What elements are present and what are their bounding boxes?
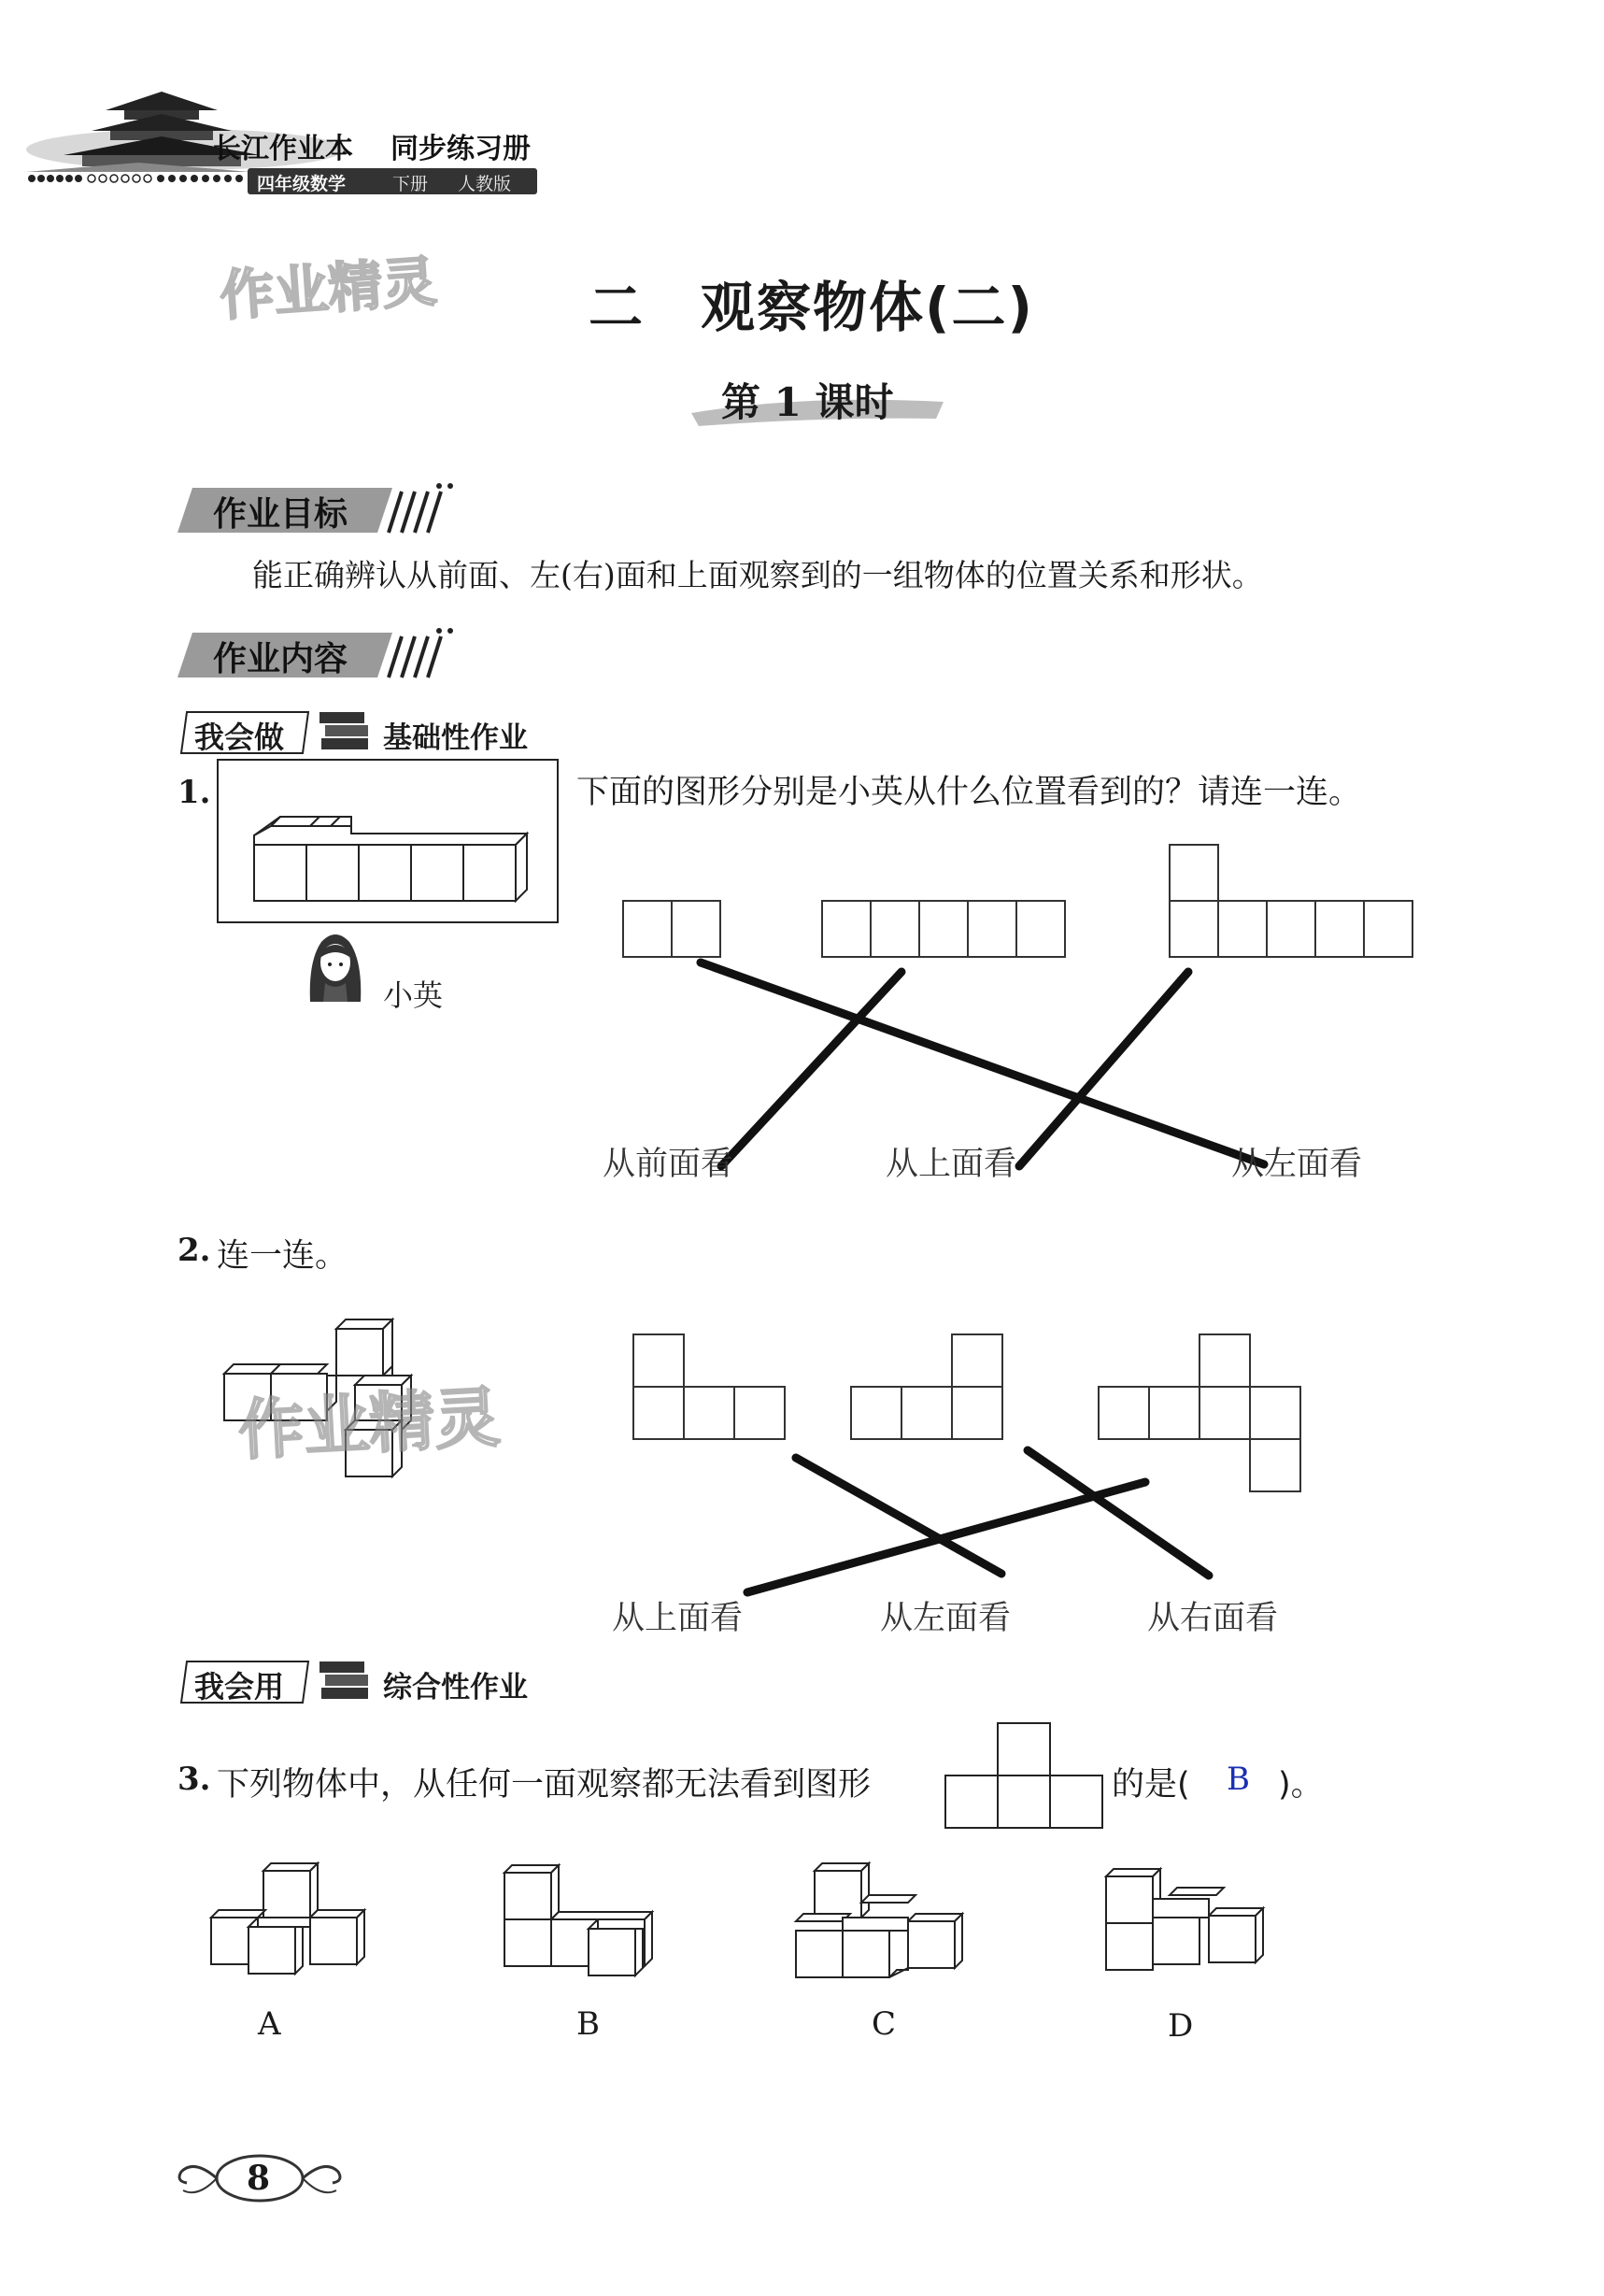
q1-object-figure [217,759,559,923]
applied-homework-type: 综合性作业 [383,1671,528,1704]
q2-views-figure [617,1327,1327,1607]
q3-answer: B [1227,1761,1250,1798]
q2-text: 连一连。 [217,1237,348,1275]
chapter-title: 二 观察物体(二) [589,276,1035,339]
basic-homework-type: 基础性作业 [383,721,528,755]
q3-option-c-figure [792,1856,998,1996]
q1-answer-lines [701,963,1264,1166]
q1-view-left-shape [623,901,672,957]
q3-option-b-figure [499,1858,686,1998]
series-title: 长江作业本 [213,133,353,165]
applied-homework-tag [177,1658,318,1704]
lesson-title: 第 1 课时 [721,379,894,425]
girl-figure-icon [301,923,370,1004]
basic-homework-label: 我会做 [194,720,285,755]
q3-option-d-label: D [1168,2007,1194,2045]
book-title: 同步练习册 [390,133,531,165]
watermark: 作业精灵 [218,249,439,328]
section-goal-label: 作业目标 [213,495,348,534]
q2-label-left: 从左面看 [880,1600,1012,1637]
page-number: 8 [247,2159,271,2198]
goal-text: 能正确辨认从前面、左(右)面和上面观察到的一组物体的位置关系和形状。 [252,557,1263,593]
section-goal-tag [177,484,458,536]
q3-target-shape [944,1721,1110,1830]
q1-label-left: 从左面看 [1231,1146,1363,1183]
q3-option-b-label: B [576,2005,600,2043]
q3-option-a-figure [207,1852,394,1992]
edition-label: 人教版 [458,174,512,194]
q3-option-a-label: A [258,2005,281,2043]
basic-homework-tag [177,708,318,755]
q2-label-right: 从右面看 [1147,1600,1279,1637]
q2-label-top: 从上面看 [612,1600,744,1637]
q3-option-d-figure [1093,1861,1299,2002]
q1-character-label: 小英 [383,977,444,1013]
q3-option-c-label: C [872,2005,897,2043]
q1-number: 1. [177,774,211,811]
volume-label: 下册 [392,174,429,194]
q1-view-front-shape [1170,845,1412,957]
q1-label-top: 从上面看 [886,1146,1017,1183]
grade-subject: 四年级数学 [257,174,347,194]
books-icon [318,706,374,755]
q2-number: 2. [177,1232,211,1269]
q1-view-top-shape [822,901,1065,957]
q1-text: 下面的图形分别是小英从什么位置看到的？请连一连。 [576,774,1362,811]
q2-view-a-shape [633,1334,785,1439]
q3-number: 3. [177,1761,211,1798]
q1-label-front: 从前面看 [603,1146,734,1183]
applied-homework-label: 我会用 [194,1669,285,1704]
books-icon [318,1656,374,1704]
q3-text-close: )。 [1278,1766,1324,1804]
q2-view-c-shape [1099,1334,1300,1491]
q3-text: 下列物体中，从任何一面观察都无法看到图形 [217,1766,872,1804]
q3-text-after: 的是( [1112,1766,1190,1804]
section-content-tag [177,629,458,681]
q2-answer-lines [747,1450,1209,1592]
section-content-label: 作业内容 [213,640,348,678]
watermark: 作业精灵 [236,1378,503,1470]
q2-view-b-shape [851,1334,1002,1439]
dotted-rule-icon [26,172,250,185]
